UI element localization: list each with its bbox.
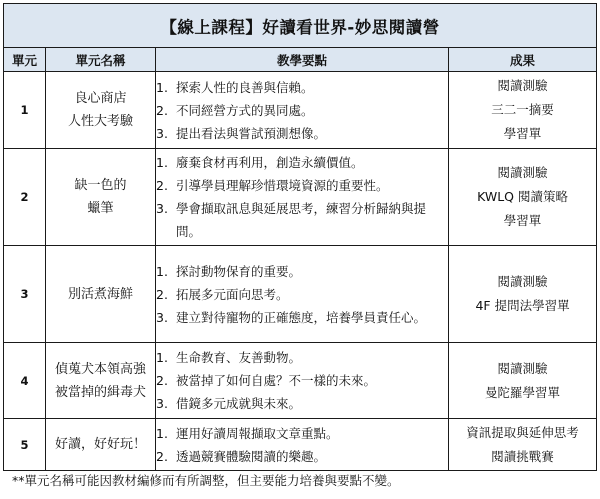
teaching-points [156,343,449,419]
outcomes [449,149,597,246]
header-unit-name: 單元名稱 [46,48,156,72]
header-outcomes: 成果 [449,48,597,72]
outcomes [449,246,597,343]
outcomes [449,343,597,419]
point-item: 3. 借鏡多元成就與未來。 [156,396,302,411]
unit-name [46,149,156,246]
outcome-item: 三二一摘要 [491,102,554,117]
point-item: 1. 探討動物保育的重要。 [156,263,302,279]
point-item: 1. 生命教育、友善動物。 [156,350,302,365]
table-row [4,149,597,246]
unit-name [46,343,156,419]
point-item: 3. 學會擷取訊息與延展思考，練習分析歸納與提問。 [156,201,427,239]
point-item: 2. 透過競賽體驗閱讀的樂趣。 [156,448,327,464]
teaching-points [156,419,449,471]
point-item: 3. 提出看法與嘗試預測想像。 [156,125,327,141]
unit-name [46,246,156,343]
unit-name-line: 人性大考驗 [67,114,133,129]
unit-name-line: 好讀，好好玩！ [54,437,146,452]
unit-number: 3 [4,246,46,343]
unit-name-line: 良心商店 [74,91,127,106]
outcomes [449,419,597,471]
point-item: 2. 引導學員理解珍惜環境資源的重要性。 [156,178,389,193]
footnote: **單元名稱可能因教材編修而有所調整，但主要能力培養與要點不變。 [12,473,400,488]
teaching-points [156,72,449,149]
outcome-item: 資訊提取與延伸思考 [466,424,579,440]
outcome-item: 學習單 [503,213,542,228]
outcome-item: 閱讀測驗 [497,360,548,376]
header-teaching-points: 教學要點 [156,48,449,72]
point-item: 1. 廢棄食材再利用，創造永續價值。 [156,155,364,170]
unit-name [46,419,156,471]
table-row [4,419,597,471]
table-title: 【線上課程】好讀看世界-妙思閱讀營 [4,4,597,48]
table-row [4,72,597,149]
table-row [4,246,597,343]
outcome-item: 閱讀測驗 [497,165,548,180]
teaching-points [156,149,449,246]
point-item: 1. 探索人性的良善與信賴。 [156,79,314,95]
outcome-item: 學習單 [503,126,542,141]
outcome-item: 閱讀測驗 [497,274,548,289]
unit-name-line: 蠟筆 [87,201,114,216]
table-row [4,343,597,419]
outcomes [449,72,597,149]
unit-number: 4 [4,343,46,419]
unit-name-line: 別活煮海鮮 [67,286,133,302]
outcome-item: 4F 提問法學習單 [475,298,570,313]
header-unit: 單元 [4,48,46,72]
unit-number: 1 [4,72,46,149]
unit-name-line: 被當掉的緝毒犬 [54,384,146,400]
unit-name-line: 缺一色的 [74,178,127,193]
outcome-item: 閱讀測驗 [497,78,548,93]
course-table [3,3,597,471]
unit-name [46,72,156,149]
unit-number: 5 [4,419,46,471]
point-item: 3. 建立對待寵物的正確態度，培養學員責任心。 [156,309,427,325]
point-item: 2. 拓展多元面向思考。 [156,286,289,302]
header-row [4,48,597,72]
teaching-points [156,246,449,343]
outcome-item: KWLQ 閱讀策略 [477,189,568,204]
unit-name-line: 偵蒐犬本領高強 [54,361,146,377]
unit-number: 2 [4,149,46,246]
outcome-item: 閱讀挑戰賽 [491,448,554,464]
point-item: 2. 被當掉了如何自處？不一樣的未來。 [156,373,377,388]
point-item: 1. 運用好讀周報擷取文章重點。 [156,425,339,441]
outcome-item: 曼陀羅學習單 [485,384,561,400]
point-item: 2. 不同經營方式的異同處。 [156,102,314,118]
